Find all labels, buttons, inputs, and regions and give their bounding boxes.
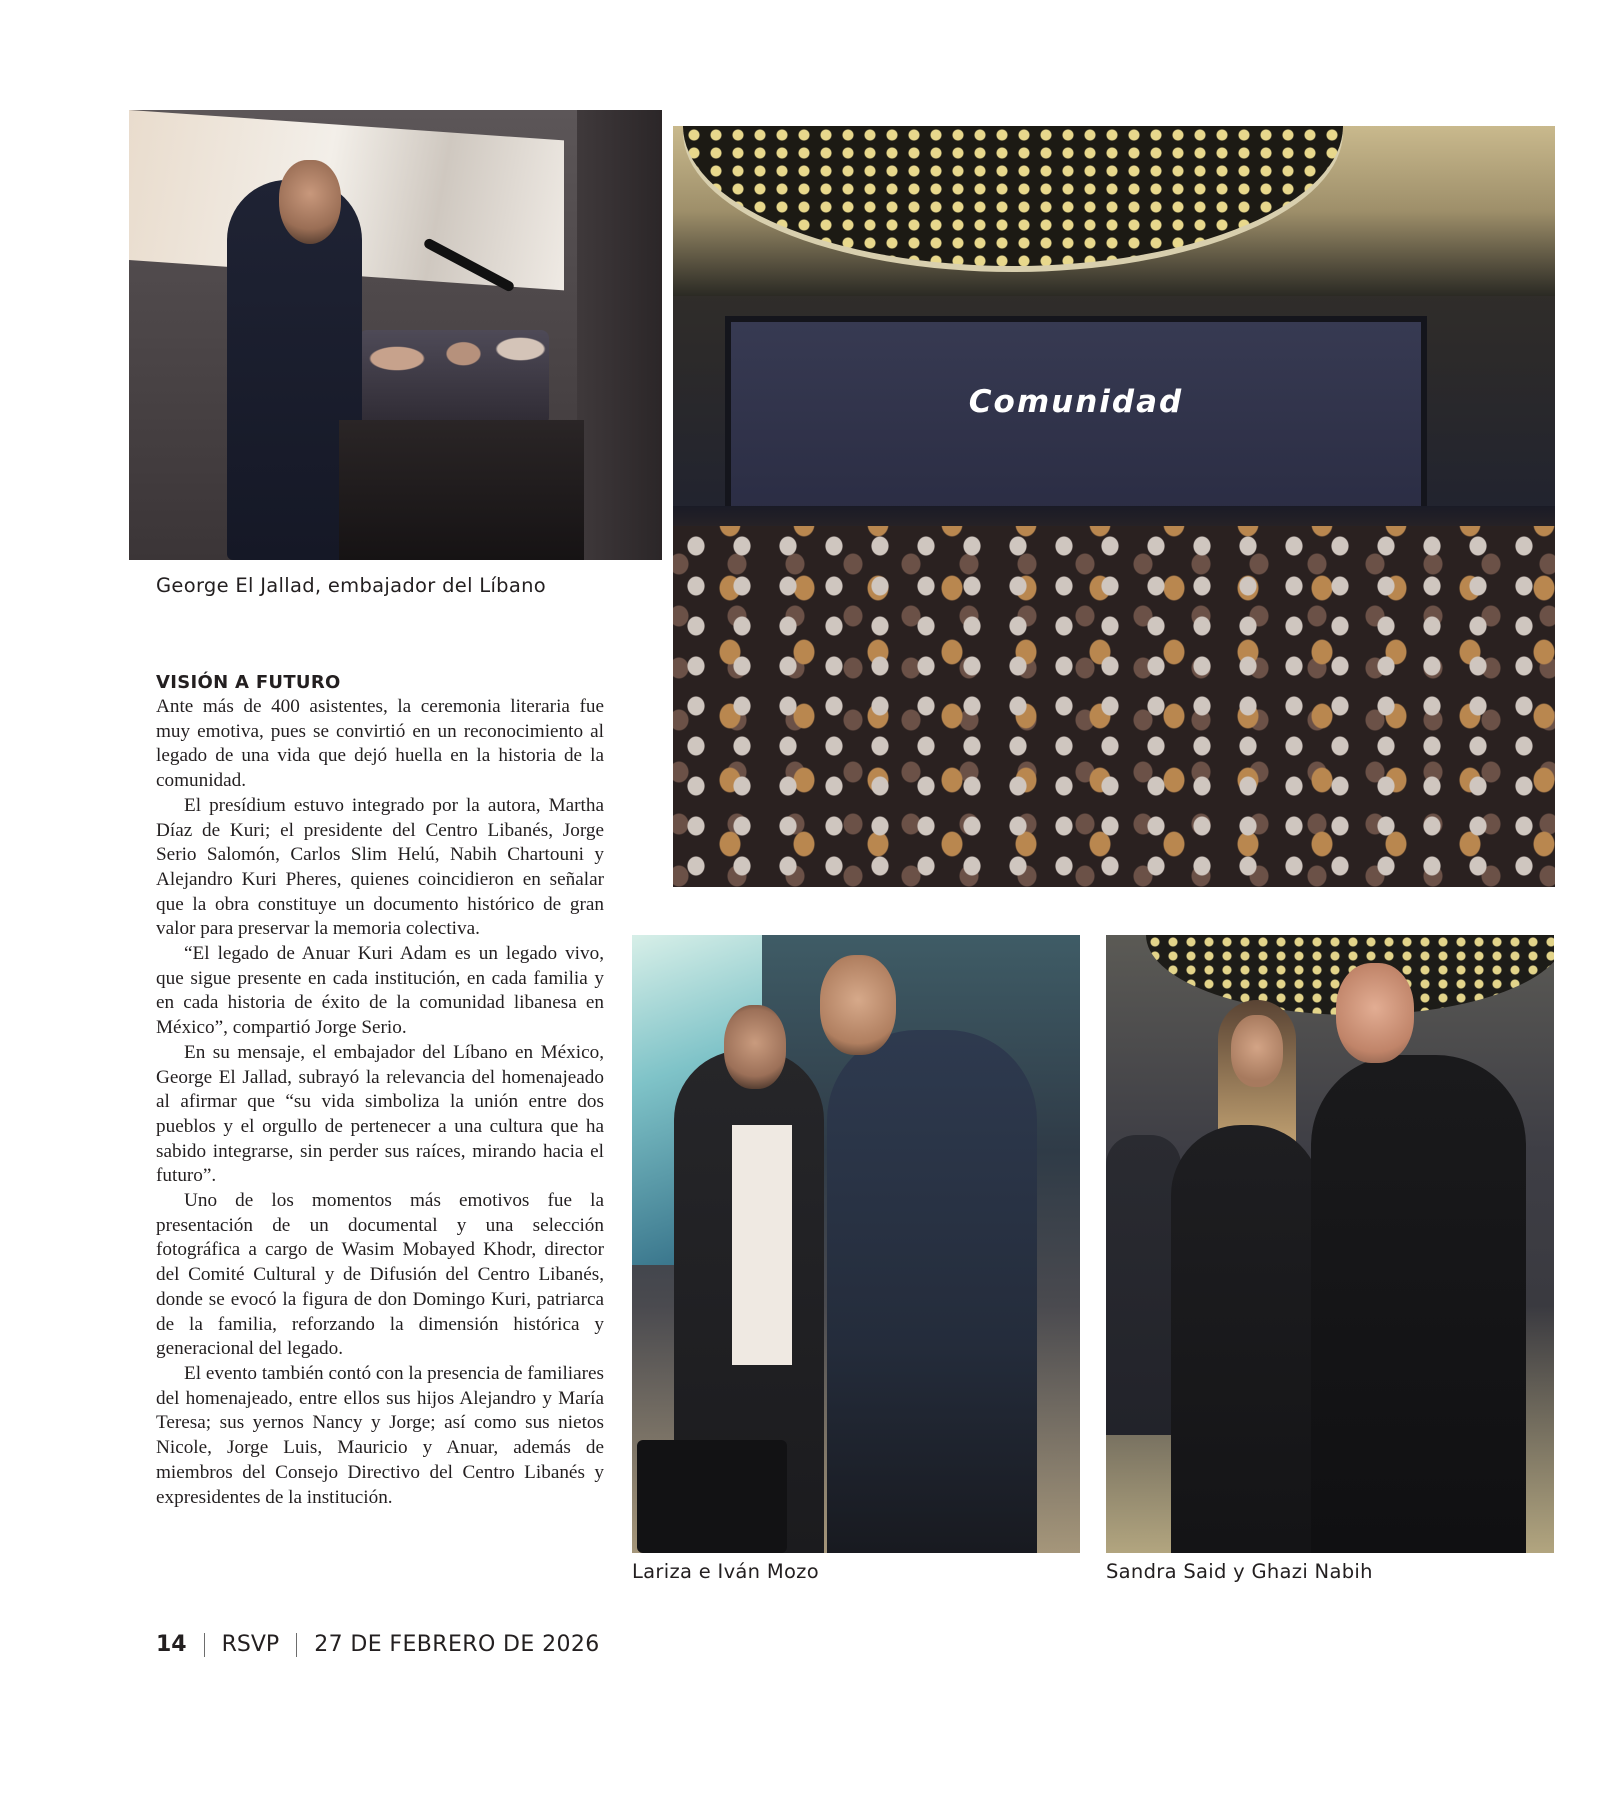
article-paragraph: Ante más de 400 asistentes, la ceremonia literaria fue muy emotiva, pues se convirtió en un reconocimiento al legado de una vida que dejó huella en la historia de la comunidad. [156, 696, 604, 792]
background-guest [1106, 1135, 1181, 1435]
man-figure [827, 1030, 1037, 1553]
man-face [1336, 963, 1414, 1063]
photo-auditorium [673, 126, 1555, 887]
stage-screen-text: Comunidad [968, 384, 1184, 420]
article-paragraph: En su mensaje, el embajador del Líbano en México, George El Jallad, subrayó la relevancia del homenajeado al afirmar que “su vida simboliza la unión entre dos pueblos y el orgullo de pertenecer a una cultura que ha sabido integrarse, sin perder sus raíces, mirando hacia el futuro”. [156, 1041, 604, 1187]
section-heading: VISIÓN A FUTURO [156, 672, 341, 693]
article-paragraph: Uno de los momentos más emotivos fue la presentación de un documental y una selección fotográfica a cargo de Wasim Mobayed Khodr, director del Comité Cultural y de Difusión del Centro Libanés, donde se evocó la figura de don Domingo Kuri, patriarca de la familia, reforzando la dimensión histórica y generacional del legado. [156, 1190, 604, 1360]
article-body [156, 671, 604, 1510]
man-face [820, 955, 896, 1055]
presidium-guests [359, 330, 549, 425]
stage-screen [725, 316, 1427, 518]
woman-face [1231, 1015, 1283, 1087]
article-paragraph: El evento también contó con la presencia de familiares del homenajeado, entre ellos sus hijos Alejandro y María Teresa; sus yernos Nancy y Jorge; así como sus nietos Nicole, Jorge Luis, Mauricio y Anuar, además de miembros del Consejo Directivo del Centro Libanés y expresidentes de la institución. [156, 1362, 604, 1508]
podium [339, 420, 584, 560]
wall-panel [577, 110, 662, 560]
man-figure [1311, 1055, 1526, 1553]
article-paragraph: “El legado de Anuar Kuri Adam es un legado vivo, que sigue presente en cada institución, en cada familia y en cada historia de éxito de la comunidad libanesa en México”, compartió Jorge Serio. [156, 943, 604, 1039]
audience [673, 526, 1555, 887]
photo-caption-couple1: Lariza e Iván Mozo [632, 1560, 819, 1583]
page-footer [156, 1632, 600, 1657]
woman-blouse [732, 1125, 792, 1365]
footer-divider [204, 1633, 205, 1657]
issue-date: 27 DE FEBRERO DE 2026 [314, 1632, 600, 1657]
photo-ambassador-podium [129, 110, 662, 560]
page-number: 14 [156, 1632, 187, 1657]
article-paragraph: El presídium estuvo integrado por la autora, Martha Díaz de Kuri; el presidente del Centro Libanés, Jorge Serio Salomón, Carlos Slim Helú, Nabih Chartouni y Alejandro Kuri Pheres, quienes coincidieron en señalar que la obra constituye un documento histórico de gran valor para preservar la memoria colectiva. [156, 794, 604, 940]
photo-couple-lariza-ivan [632, 935, 1080, 1553]
footer-divider [296, 1633, 297, 1657]
photo-couple-sandra-ghazi [1106, 935, 1554, 1553]
woman-face [724, 1005, 786, 1089]
speaker-head [279, 160, 341, 244]
photo-caption-couple2: Sandra Said y Ghazi Nabih [1106, 1560, 1373, 1583]
handbag [637, 1440, 787, 1553]
photo-caption-ambassador: George El Jallad, embajador del Líbano [156, 574, 546, 597]
woman-figure [1171, 1125, 1321, 1553]
publication-name: RSVP [221, 1632, 280, 1657]
